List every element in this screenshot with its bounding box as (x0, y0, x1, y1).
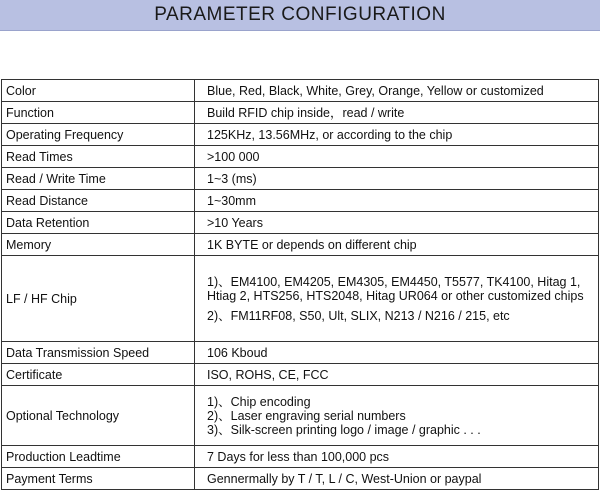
table-row (2, 168, 599, 190)
table-row (2, 386, 599, 446)
parameter-value (195, 234, 599, 256)
parameter-value (195, 190, 599, 212)
title-banner (0, 0, 600, 31)
table-row (2, 190, 599, 212)
parameter-value (195, 80, 599, 102)
table-row (2, 234, 599, 256)
parameter-value (195, 386, 599, 446)
value-line: 7 Days for less than 100,000 pcs (207, 449, 390, 464)
parameter-table (1, 79, 599, 490)
value-line: 2)、Laser engraving serial numbers (207, 408, 406, 423)
table-row (2, 212, 599, 234)
parameter-label: Data Retention (2, 212, 195, 234)
table-row (2, 364, 599, 386)
value-line: 106 Kboud (207, 345, 268, 360)
parameter-label: Production Leadtime (2, 446, 195, 468)
parameter-label: Color (2, 80, 195, 102)
parameter-label: Data Transmission Speed (2, 342, 195, 364)
parameter-value (195, 212, 599, 234)
value-line: Blue, Red, Black, White, Grey, Orange, Yellow or customized (207, 83, 544, 98)
value-line: 125KHz, 13.56MHz, or according to the chip (207, 127, 453, 142)
value-line: 1~3 (ms) (207, 171, 257, 186)
value-line: 3)、Silk-screen printing logo / image / graphic . . . (207, 422, 481, 437)
table-row (2, 146, 599, 168)
value-line: Build RFID chip inside，read / write (207, 105, 405, 120)
parameter-value (195, 124, 599, 146)
value-line: 1K BYTE or depends on different chip (207, 237, 417, 252)
parameter-value (195, 102, 599, 124)
parameter-label: Function (2, 102, 195, 124)
table-row (2, 342, 599, 364)
value-line: Gennermally by T / T, L / C, West-Union or paypal (207, 471, 482, 486)
parameter-value (195, 364, 599, 386)
parameter-value (195, 146, 599, 168)
parameter-value (195, 168, 599, 190)
parameter-value (195, 468, 599, 490)
table-row (2, 102, 599, 124)
parameter-label: LF / HF Chip (2, 256, 195, 342)
parameter-label: Read / Write Time (2, 168, 195, 190)
parameter-label: Payment Terms (2, 468, 195, 490)
value-line: 1)、Chip encoding (207, 394, 311, 409)
value-line: >10 Years (207, 215, 263, 230)
table-row (2, 256, 599, 342)
table-row (2, 124, 599, 146)
value-line: >100 000 (207, 149, 260, 164)
parameter-label: Read Distance (2, 190, 195, 212)
value-line: ISO, ROHS, CE, FCC (207, 367, 329, 382)
parameter-value (195, 446, 599, 468)
parameter-label: Operating Frequency (2, 124, 195, 146)
parameter-label: Memory (2, 234, 195, 256)
parameter-label: Optional Technology (2, 386, 195, 446)
value-line: 1~30mm (207, 193, 256, 208)
parameter-label: Read Times (2, 146, 195, 168)
page-title: PARAMETER CONFIGURATION (154, 4, 446, 25)
table-row (2, 80, 599, 102)
value-line: 2)、FM11RF08, S50, Ult, SLIX, N213 / N216 / 215, etc (207, 308, 510, 323)
table-row (2, 468, 599, 490)
table-row (2, 446, 599, 468)
parameter-value (195, 256, 599, 342)
parameter-label: Certificate (2, 364, 195, 386)
parameter-value (195, 342, 599, 364)
value-line: 1)、EM4100, EM4205, EM4305, EM4450, T5577, TK4100, Hitag 1, Htiag 2, HTS256, HTS2048, Hitag UR064 or other customized chips (207, 274, 584, 303)
